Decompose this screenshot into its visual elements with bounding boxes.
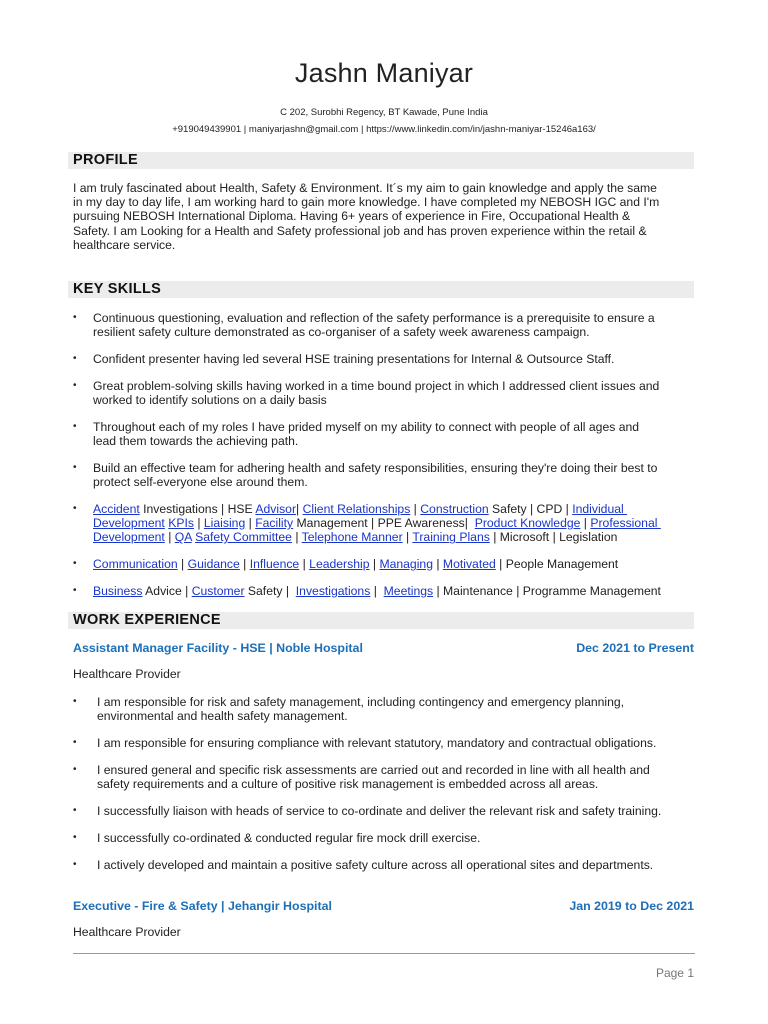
list-item-line: I successfully co-ordinated & conducted regular fire mock drill exercise. [97,831,481,845]
list-item-line [93,530,698,544]
list-item-line: I successfully liaison with heads of service to co-ordinate and deliver the relevant risk and safety training. [97,804,662,818]
link-business[interactable]: Business [93,584,143,598]
text-segment: Investigations | HSE [139,502,256,516]
list-item-line: safety requirements and a culture of positive risk management is embedded across all areas. [97,777,599,792]
profile-line: healthcare service. [73,237,176,252]
job-dates: Jan 2019 to Dec 2021 [569,899,694,913]
bullet-icon: • [73,859,77,870]
link-managing[interactable]: Managing [379,557,433,571]
list-item [73,804,698,818]
list-item [73,831,698,845]
link-individual[interactable]: Individual [572,502,628,516]
list-item [73,311,698,339]
bullet-icon: • [73,832,77,843]
separator: | [177,557,188,571]
bullet-icon: • [73,380,77,391]
text-segment: Advice | [142,584,192,598]
list-item [73,736,698,750]
link-telephone-manner[interactable]: Telephone Manner [301,530,403,545]
bullet-icon: • [73,312,77,323]
separator: | [193,516,204,531]
link-construction[interactable]: Construction [420,502,489,516]
profile-line: I am truly fascinated about Health, Safety & Environment. It´s my aim to gain knowledge and apply the same [73,181,657,195]
link-accident[interactable]: Accident [93,502,140,516]
footer-divider [73,953,695,954]
text-segment: | Microsoft | Legislation [489,530,618,545]
list-item-line [93,584,698,598]
text-segment: | People Management [495,557,619,571]
list-item-line: I am responsible for ensuring compliance with relevant statutory, mandatory and contractual obligations. [97,736,657,750]
link-kpis[interactable]: KPIs [168,516,194,531]
list-item-line: environmental and health safety management. [97,709,348,724]
separator: | [410,502,421,516]
link-facility[interactable]: Facility [255,516,294,531]
list-item-line: worked to identify solutions on a daily basis [93,393,327,408]
skills-keywords-item [73,502,698,545]
list-item-line: Build an effective team for adhering health and safety responsibilities, ensuring they're doing their best to [93,461,658,475]
skills-keywords-item [73,557,698,571]
link-development[interactable]: Development [93,516,165,531]
contact-line: +919049439901 | maniyarjashn@gmail.com | https://www.linkedin.com/in/jashn-maniyar-15246a163/ [172,124,596,135]
list-item-line: Continuous questioning, evaluation and reflection of the safety performance is a prerequisite to ensure a [93,311,655,325]
link-liaising[interactable]: Liaising [203,516,246,531]
link-motivated[interactable]: Motivated [442,557,496,571]
list-item-line: I am responsible for risk and safety management, including contingency and emergency planning, [97,695,625,709]
bullet-icon: • [73,503,77,514]
link-safety-committee[interactable]: Safety Committee [195,530,292,545]
separator: | [164,530,175,545]
candidate-name: Jashn Maniyar [294,58,474,88]
list-item [73,695,698,723]
bullet-icon: • [73,696,77,707]
list-item-line: Throughout each of my roles I have prided myself on my ability to connect with people of all ages and [93,420,640,434]
list-item [73,461,698,489]
link-client-relationships[interactable]: Client Relationships [302,502,411,516]
link-meetings[interactable]: Meetings [383,584,434,598]
bullet-icon: • [73,353,77,364]
separator: | [370,584,384,598]
link-influence[interactable]: Influence [249,557,300,571]
list-item-line: I actively developed and maintain a positive safety culture across all operational sites and departments. [97,858,654,872]
list-item-line: resilient safety culture demonstrated as co-organiser of a safety week awareness campaign. [93,325,590,340]
separator: | [299,557,310,571]
bullet-icon: • [73,737,77,748]
separator: | [580,516,591,531]
separator: | [291,530,302,545]
separator: | [239,557,250,571]
link-qa[interactable]: QA [174,530,192,545]
bullet-icon: • [73,421,77,432]
separator: | [296,502,303,516]
separator: | [245,516,256,531]
address-line: C 202, Surobhi Regency, BT Kawade, Pune India [280,107,488,118]
link-development-2[interactable]: Development [93,530,165,545]
link-professional[interactable]: Professional [590,516,661,531]
link-customer[interactable]: Customer [191,584,245,598]
profile-line: pursuing NEBOSH International Diploma. Having 6+ years of experience in Fire, Occupational Health & [73,209,631,224]
text-segment: Safety | [244,584,296,598]
list-item-line [93,557,698,571]
separator: | [369,557,380,571]
job-subtitle: Healthcare Provider [73,925,181,939]
bullet-icon: • [73,462,77,473]
profile-heading: PROFILE [68,152,694,169]
link-advisor[interactable]: Advisor [255,502,297,516]
list-item-line: Confident presenter having led several HSE training presentations for Internal & Outsource Staff. [93,352,615,366]
list-item [73,352,698,366]
separator: | [402,530,413,545]
job-subtitle: Healthcare Provider [73,667,181,681]
list-item-line [93,516,698,530]
list-item [73,858,698,872]
skills-keywords-item [73,584,698,598]
job-title: Assistant Manager Facility - HSE | Noble Hospital [73,641,363,655]
list-item-line: protect self-everyone else around them. [93,475,308,490]
work-experience-heading: WORK EXPERIENCE [68,612,694,629]
bullet-icon: • [73,585,77,596]
profile-text [73,181,695,252]
profile-line: in my day to day life, I am working hard to gain more knowledge. I have completed my NEBOSH IGC and I'm [73,195,660,210]
link-product-knowledge[interactable]: Product Knowledge [474,516,581,531]
list-item [73,379,698,407]
key-skills-heading: KEY SKILLS [68,281,694,298]
list-item-line [93,502,698,516]
job-title: Executive - Fire & Safety | Jehangir Hospital [73,899,332,913]
link-training-plans[interactable]: Training Plans [412,530,490,545]
list-item [73,420,698,448]
text-segment: Safety | CPD | [488,502,573,516]
text-segment: | Maintenance | Programme Management [433,584,661,598]
list-item-line: Great problem-solving skills having worked in a time bound project in which I addressed client issues and [93,379,660,393]
list-item [73,763,698,791]
link-communication[interactable]: Communication [93,557,178,571]
bullet-icon: • [73,558,77,569]
profile-line: Safety. I am Looking for a Health and Safety professional job and has proven experience within the retail & [73,223,647,238]
separator: | [432,557,443,571]
list-item-line: I ensured general and specific risk assessments are carried out and recorded in line with all health and [97,763,650,777]
bullet-icon: • [73,805,77,816]
list-item-line: lead them towards the achieving path. [93,434,299,449]
page-number: Page 1 [655,966,694,980]
job-dates: Dec 2021 to Present [576,641,694,655]
text-segment: Management | PPE Awareness| [293,516,475,531]
link-investigations[interactable]: Investigations [295,584,371,598]
link-leadership[interactable]: Leadership [309,557,370,571]
link-guidance[interactable]: Guidance [187,557,240,571]
bullet-icon: • [73,764,77,775]
